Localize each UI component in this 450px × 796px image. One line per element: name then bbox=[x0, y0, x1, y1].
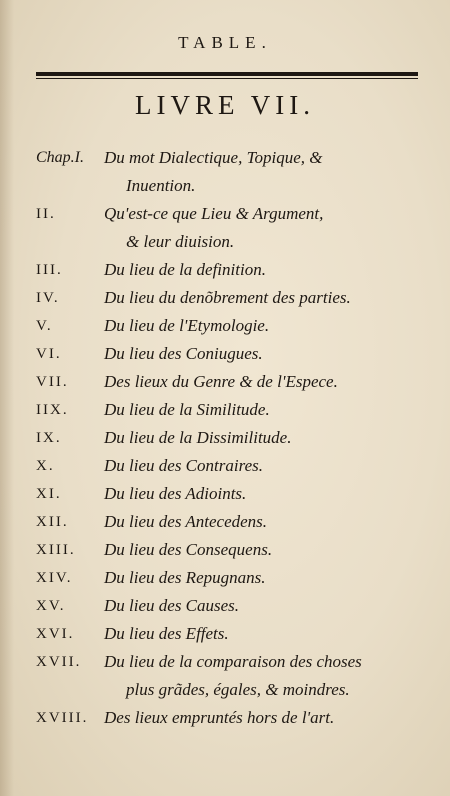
chapter-number: XVI. bbox=[36, 626, 75, 642]
toc-entry bbox=[0, 284, 450, 312]
chapter-number: X. bbox=[36, 458, 55, 474]
table-of-contents bbox=[0, 144, 450, 732]
toc-entry bbox=[0, 312, 450, 340]
chapter-title: Du lieu de la Dissimilitude. bbox=[104, 428, 292, 447]
toc-entry bbox=[0, 620, 450, 648]
toc-entry bbox=[0, 396, 450, 424]
chapter-number: V. bbox=[36, 318, 53, 334]
chapter-number: IV. bbox=[36, 290, 60, 306]
toc-entry bbox=[0, 536, 450, 564]
chapter-number: XVIII. bbox=[36, 710, 89, 726]
book-title: LIVRE VII. bbox=[135, 90, 315, 120]
chapter-number: XI. bbox=[36, 486, 62, 502]
chapter-title-continued: & leur diuision. bbox=[126, 232, 235, 251]
chapter-title: Du lieu du denõbrement des parties. bbox=[104, 288, 351, 307]
header-rule-thick bbox=[36, 72, 418, 76]
chapter-number: XII. bbox=[36, 514, 69, 530]
chapter-title: Du mot Dialectique, Topique, & bbox=[104, 148, 323, 167]
chapter-number: VI. bbox=[36, 346, 62, 362]
chapter-title: Du lieu des Contraires. bbox=[104, 456, 263, 475]
chapter-number: XIV. bbox=[36, 570, 73, 586]
toc-entry bbox=[0, 452, 450, 480]
chapter-number: III. bbox=[36, 262, 63, 278]
chapter-title: Du lieu des Consequens. bbox=[104, 540, 273, 559]
chapter-number: IX. bbox=[36, 430, 62, 446]
toc-entry bbox=[0, 704, 450, 732]
toc-entry bbox=[0, 144, 450, 200]
chapter-title: Des lieux empruntés hors de l'art. bbox=[104, 708, 335, 727]
chapter-title: Du lieu des Repugnans. bbox=[104, 568, 266, 587]
chapter-title: Du lieu des Antecedens. bbox=[104, 512, 268, 531]
chapter-number: IIX. bbox=[36, 402, 69, 418]
running-head: TABLE. bbox=[178, 33, 272, 52]
chapter-title: Du lieu des Adioints. bbox=[104, 484, 247, 503]
chapter-title: Du lieu de la comparaison des choses bbox=[104, 652, 362, 671]
chapter-title: Des lieux du Genre & de l'Espece. bbox=[104, 372, 338, 391]
chapter-number: XVII. bbox=[36, 654, 82, 670]
chapter-title: Du lieu de l'Etymologie. bbox=[104, 316, 270, 335]
toc-entry bbox=[0, 648, 450, 704]
toc-entry bbox=[0, 480, 450, 508]
chapter-title-continued: plus grãdes, égales, & moindres. bbox=[126, 680, 350, 699]
chapter-number: II. bbox=[36, 206, 56, 222]
chapter-title: Du lieu des Coniugues. bbox=[104, 344, 263, 363]
toc-entry bbox=[0, 340, 450, 368]
chapter-title: Qu'est-ce que Lieu & Argument, bbox=[104, 204, 324, 223]
chapter-title: Du lieu des Effets. bbox=[104, 624, 229, 643]
chapter-number: XV. bbox=[36, 598, 66, 614]
toc-entry bbox=[0, 200, 450, 256]
header-rule-thin bbox=[36, 78, 418, 79]
toc-entry bbox=[0, 424, 450, 452]
chapter-number: Chap.I. bbox=[36, 149, 84, 166]
chapter-title: Du lieu de la Similitude. bbox=[104, 400, 270, 419]
chapter-title: Du lieu des Causes. bbox=[104, 596, 240, 615]
toc-entry bbox=[0, 564, 450, 592]
chapter-title: Du lieu de la definition. bbox=[104, 260, 266, 279]
chapter-number: XIII. bbox=[36, 542, 76, 558]
toc-entry bbox=[0, 508, 450, 536]
chapter-title-continued: Inuention. bbox=[126, 176, 196, 195]
chapter-number: VII. bbox=[36, 374, 69, 390]
toc-entry bbox=[0, 368, 450, 396]
toc-entry bbox=[0, 592, 450, 620]
toc-entry bbox=[0, 256, 450, 284]
